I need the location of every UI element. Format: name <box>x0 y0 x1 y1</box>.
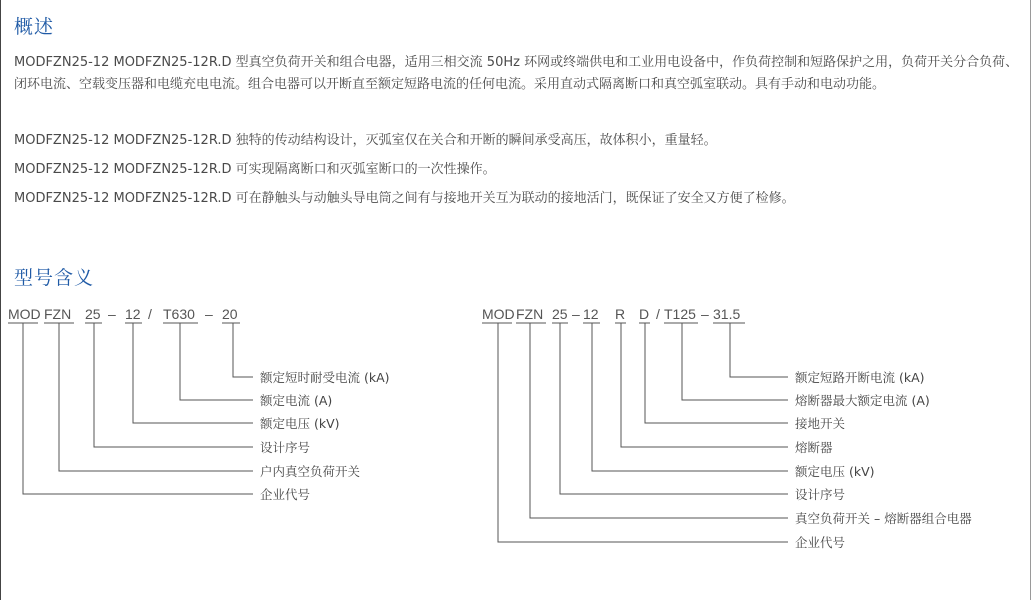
right-code-part-31-5: 31.5 <box>713 306 741 322</box>
left-code-dash-2: – <box>205 306 213 322</box>
left-labels <box>260 370 390 502</box>
left-label-rated-short-time-current: 额定短时耐受电流 (kA) <box>260 370 390 385</box>
right-code-part-mod: MOD <box>482 306 515 322</box>
overview-paragraph-3: MODFZN25-12 MODFZN25-12R.D 可实现隔离断口和灭弧室断口的一次性操作。 <box>14 162 496 177</box>
right-code-part-12: 12 <box>583 306 599 322</box>
left-code-part-25: 25 <box>85 306 101 322</box>
right-code-part-t125: T125 <box>664 306 696 322</box>
right-leader-25 <box>560 323 788 494</box>
right-leader-31-5 <box>730 323 788 377</box>
overview-paragraph-4: MODFZN25-12 MODFZN25-12R.D 可在静触头与动触头导电筒之间有与接地开关互为联动的接地活门，既保证了安全又方便了检修。 <box>14 191 795 206</box>
right-label-fuse: 熔断器 <box>795 440 833 455</box>
right-leader-mod <box>498 323 788 542</box>
left-label-rated-current: 额定电流 (A) <box>260 393 333 408</box>
right-label-design-number: 设计序号 <box>795 487 846 502</box>
right-leader-r <box>621 323 788 447</box>
right-label-earthing-switch: 接地开关 <box>795 416 846 431</box>
left-code-part-t630: T630 <box>163 306 195 322</box>
right-code-part-25: 25 <box>552 306 568 322</box>
right-leader-fzn <box>530 323 788 518</box>
left-connector-lines <box>8 323 253 494</box>
left-code-part-mod: MOD <box>8 306 41 322</box>
left-label-enterprise-code: 企业代号 <box>260 487 311 502</box>
right-code-dash-2: – <box>701 306 709 322</box>
right-code-part-fzn: FZN <box>516 306 544 322</box>
left-leader-12 <box>133 323 253 423</box>
right-model-code <box>482 306 740 322</box>
right-leader-t125 <box>682 323 788 400</box>
overview-paragraph-2: MODFZN25-12 MODFZN25-12R.D 独特的传动结构设计，灭弧室仅在关合和开断的瞬间承受高压，故体积小，重量轻。 <box>14 133 717 148</box>
left-leader-t630 <box>180 323 253 400</box>
left-code-part-12: 12 <box>125 306 141 322</box>
right-label-switch-fuse-combination: 真空负荷开关 – 熔断器组合电器 <box>795 511 972 526</box>
right-code-dash-1: – <box>572 306 580 322</box>
left-label-rated-voltage: 额定电压 (kV) <box>260 416 340 431</box>
right-code-part-r: R <box>615 306 626 322</box>
left-label-design-number: 设计序号 <box>260 440 311 455</box>
right-code-slash: / <box>656 306 660 322</box>
right-leader-d <box>645 323 788 423</box>
right-label-enterprise-code: 企业代号 <box>795 535 846 550</box>
left-leader-mod <box>23 323 253 494</box>
left-leader-25 <box>94 323 253 447</box>
overview-heading: 概述 <box>14 16 55 38</box>
right-label-rated-short-circuit-breaking: 额定短路开断电流 (kA) <box>795 370 925 385</box>
left-code-part-20: 20 <box>222 306 238 322</box>
right-connector-lines <box>482 323 788 542</box>
model-meaning-heading: 型号含义 <box>14 267 95 289</box>
right-code-part-d: D <box>639 306 650 322</box>
left-leader-20 <box>233 323 253 377</box>
right-label-fuse-max-rated-current: 熔断器最大额定电流 (A) <box>795 393 930 408</box>
left-label-indoor-vacuum-switch: 户内真空负荷开关 <box>260 464 361 479</box>
left-code-part-fzn: FZN <box>44 306 72 322</box>
right-label-rated-voltage: 额定电压 (kV) <box>795 464 875 479</box>
right-labels <box>795 370 972 550</box>
left-code-dash-1: – <box>108 306 116 322</box>
left-model-code <box>8 306 238 322</box>
overview-paragraph-1: MODFZN25-12 MODFZN25-12R.D 型真空负荷开关和组合电器，适用三相交流 50Hz 环网或终端供电和工业用电设备中，作负荷控制和短路保护之用，负荷开关分合负荷、闭环电流、空载变压器和电缆充电电流。组合电器可以开断直至额定短路电流的任何电流。采用直动式隔离断口和真空弧室联动。具有手动和电动功能。 <box>14 55 1019 92</box>
left-leader-fzn <box>59 323 253 471</box>
left-code-slash: / <box>148 306 152 322</box>
model-code-diagram <box>0 300 1034 560</box>
